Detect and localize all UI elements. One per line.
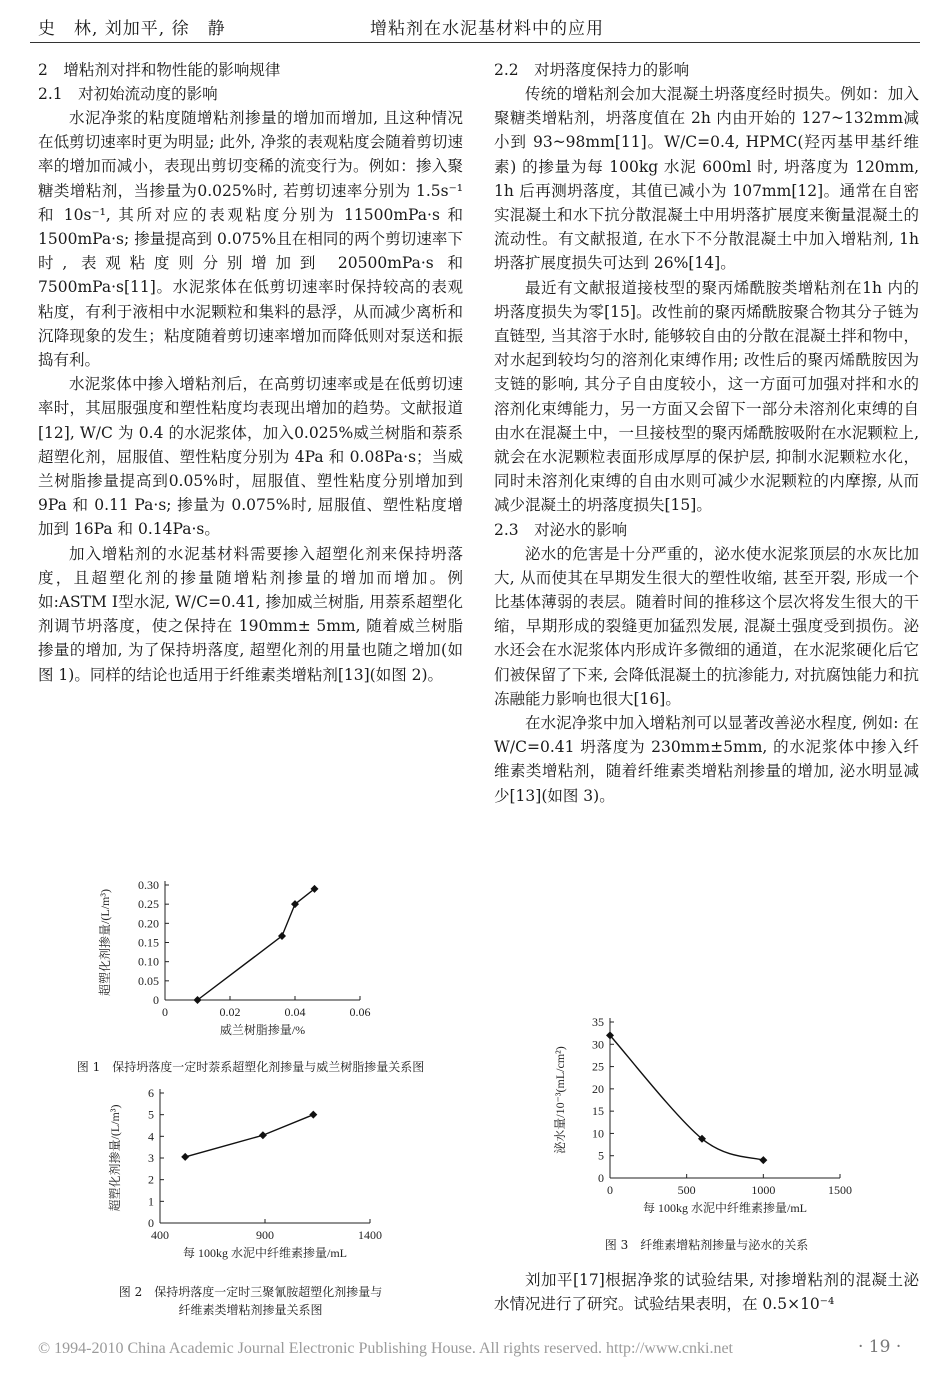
figure-2-chart	[105, 1080, 405, 1270]
y-tick-label: 2	[148, 1172, 154, 1187]
paragraph: 最近有文献报道接枝型的聚丙烯酰胺类增粘剂在1h 内的坍落度损失为零[15]。改性前的聚丙烯酰胺聚合物其分子链为直链型, 当其溶于水时, 能够较自由的分散在混凝土拌和物中，对水起到较均匀的溶剂化束缚作用; 改性后的聚丙烯酰胺因为支链的影响, 其分子自由度较小，这一方面可加强对拌和水的溶剂化束缚能力，另一方面又会留下一部分未溶剂化束缚的自由水在混凝土中，一旦接枝型的聚丙烯酰胺吸附在水泥颗粒上, 就会在水泥颗粒表面形成厚厚的保护层, 抑制水泥颗粒水化，同时未溶剂化束缚的自由水则可减少水泥颗粒的内摩擦, 从而减少混凝土的坍落度损失[15]。	[494, 278, 919, 515]
header-authors: 史 林, 刘加平, 徐 静	[38, 19, 226, 39]
y-tick-label: 25	[592, 1059, 604, 1074]
left-column	[38, 58, 463, 687]
data-point	[181, 1153, 189, 1161]
data-point	[259, 1131, 267, 1139]
paragraph: 泌水的危害是十分严重的，泌水使水泥浆顶层的水灰比加大, 从而使其在早期发生很大的塑性收缩, 甚至开裂, 形成一个比基体薄弱的表层。随着时间的推移这个层次将发生很大的干缩，早期形成的裂缝更加猛烈发展, 混凝土强度受到损伤。泌水还会在水泥浆体内形成许多微细的通道，在水泥浆硬化后它们被保留了下来, 会降低混凝土的抗渗能力, 对抗腐蚀能力和抗冻融能力影响也很大[16]。	[494, 544, 919, 708]
figure-3-caption: 图 3 纤维素增粘剂掺量与泌水的关系	[604, 1238, 809, 1252]
paragraph: 传统的增粘剂会加大混凝土坍落度经时损失。例如：加入聚糖类增粘剂，坍落度值在 2h 内由开始的 127~132mm减小到 93~98mm[11]。W/C=0.4, HPMC(羟丙基甲基纤维素) 的掺量为每 100kg 水泥 600ml 时, 坍落度为 120mm, 1h 后再测坍落度，其值已减小为 107mm[12]。通常在自密实混凝土和水下抗分散混凝土中用坍落扩展度来衡量混凝土的流动性。有文献报道, 在水下不分散混凝土中加入增粘剂, 1h 坍落扩展度损失可达到 26%[14]。	[494, 85, 919, 273]
y-tick-label: 4	[148, 1129, 154, 1144]
x-tick-label: 0.04	[284, 1005, 306, 1019]
subsection-heading: 2.2 对坍落度保持力的影响	[494, 61, 690, 79]
x-axis-label: 威兰树脂掺量/%	[219, 1023, 306, 1037]
copyright-footer: © 1994-2010 China Academic Journal Electronic Publishing House. All rights reserved. http://www.cnki.net	[38, 1340, 733, 1357]
x-tick-label: 0.02	[219, 1005, 241, 1019]
x-tick-label: 900	[256, 1228, 274, 1242]
header-title: 增粘剂在水泥基材料中的应用	[370, 19, 604, 39]
y-tick-label: 10	[592, 1126, 604, 1141]
y-tick-label: 5	[148, 1107, 154, 1122]
data-point	[309, 1111, 317, 1119]
page-number: · 19 ·	[858, 1337, 902, 1357]
subsection-heading: 2.3 对泌水的影响	[494, 520, 628, 539]
subsection-heading: 2.1 对初始流动度的影响	[38, 85, 218, 103]
y-tick-label: 5	[598, 1148, 604, 1163]
x-tick-label: 1400	[358, 1228, 382, 1242]
x-tick-label: 0.06	[349, 1005, 371, 1019]
series-line	[185, 1115, 313, 1157]
y-tick-label: 0	[598, 1171, 604, 1185]
x-tick-label: 400	[151, 1228, 169, 1242]
paragraph: 刘加平[17]根据净浆的试验结果, 对掺增粘剂的混凝土泌水情况进行了研究。试验结果表明，在 0.5×10⁻⁴	[494, 1271, 919, 1314]
y-axis-label: 泌水量/10⁻³(mL/cm²)	[553, 1046, 567, 1154]
y-axis-label: 超塑化剂掺量/(L/m³)	[98, 889, 112, 996]
y-tick-label: 1	[148, 1194, 154, 1209]
figure-1-caption: 图 1 保持坍落度一定时萘系超塑化剂掺量与威兰树脂掺量关系图	[76, 1060, 425, 1074]
x-tick-label: 0	[162, 1005, 168, 1019]
data-point	[759, 1156, 767, 1164]
y-tick-label: 6	[148, 1086, 154, 1100]
paragraph: 在水泥净浆中加入增粘剂可以显著改善泌水程度, 例如: 在 W/C=0.41 坍落度为 230mm±5mm, 的水泥浆体中掺入纤维素类增粘剂，随着纤维素类增粘剂掺量的增加, 泌水明显减少[13](如图 3)。	[494, 714, 919, 805]
paragraph: 水泥净浆的粘度随增粘剂掺量的增加而增加, 且这种情况在低剪切速率时更为明显; 此外, 净浆的表观粘度会随着剪切速率的增加而减小，表现出剪切变稀的流变行为。例如：掺入聚糖类增粘剂，当掺量为0.025%时, 若剪切速率分别为 1.5s⁻¹ 和 10s⁻¹, 其所对应的表观粘度分别为 11500mPa·s 和 1500mPa·s; 掺量提高到 0.075%且在相同的两个剪切速率下时, 表观粘度则分别增加到 20500mPa·s 和 7500mPa·s[11]。水泥浆体在低剪切速率时保持较高的表观粘度，有利于液相中水泥颗粒和集料的悬浮，从而减少离析和沉降现象的发生；粘度随着剪切速率增加而降低则对泵送和振捣有利。	[38, 109, 463, 370]
y-tick-label: 0	[153, 993, 159, 1007]
figure-1-chart	[95, 870, 395, 1055]
paragraph: 水泥浆体中掺入增粘剂后，在高剪切速率或是在低剪切速率时，其屈服强度和塑性粘度均表现出增加的趋势。文献报道 [12], W/C 为 0.4 的水泥浆体，加入0.025%威兰树脂和萘系超塑化剂，屈服值、塑性粘度分别为 4Pa 和 0.08Pa·s；当威兰树脂掺量提高到0.05%时，屈服值、塑性粘度分别增加到 9Pa 和 0.11 Pa·s; 掺量为 0.075%时, 屈服值、塑性粘度增加到 16Pa 和 0.14Pa·s。	[38, 375, 463, 539]
series-line	[610, 1035, 763, 1160]
x-axis-label: 每 100kg 水泥中纤维素掺量/mL	[183, 1246, 347, 1260]
y-tick-label: 0.25	[138, 897, 159, 912]
y-tick-label: 0.05	[138, 973, 159, 988]
paragraph: 加入增粘剂的水泥基材料需要掺入超塑化剂来保持坍落度，且超塑化剂的掺量随增粘剂掺量的增加而增加。例如:ASTM Ⅰ型水泥, W/C=0.41, 掺加威兰树脂, 用萘系超塑化剂调节坍落度，使之保持在 190mm± 5mm, 随着威兰树脂掺量的增加, 为了保持坍落度, 超塑化剂的用量也随之增加(如图 1)。同样的结论也适用于纤维素类增粘剂[13](如图 2)。	[38, 544, 463, 684]
x-tick-label: 500	[677, 1183, 696, 1197]
y-tick-label: 0.10	[138, 954, 159, 969]
running-header	[30, 8, 920, 43]
y-tick-label: 0.20	[138, 916, 159, 931]
section-heading: 2 增粘剂对拌和物性能的影响规律	[38, 61, 281, 79]
x-axis-label: 每 100kg 水泥中纤维素掺量/mL	[643, 1201, 807, 1215]
figure-3-chart	[550, 1010, 860, 1225]
figure-2-caption-line-2: 纤维素类增粘剂掺量关系图	[178, 1303, 323, 1317]
y-tick-label: 0	[148, 1216, 154, 1230]
y-tick-label: 0.30	[138, 878, 159, 892]
y-tick-label: 3	[148, 1151, 154, 1165]
y-tick-label: 0.15	[138, 935, 159, 950]
y-tick-label: 30	[592, 1037, 604, 1052]
right-column	[494, 58, 919, 808]
y-tick-label: 20	[592, 1081, 604, 1096]
y-tick-label: 15	[592, 1104, 604, 1119]
figure-2-caption-line-1: 图 2 保持坍落度一定时三聚氰胺超塑化剂掺量与	[118, 1285, 383, 1299]
x-tick-label: 1000	[751, 1183, 776, 1197]
x-tick-label: 1500	[828, 1183, 852, 1197]
x-tick-label: 0	[607, 1183, 613, 1197]
y-tick-label: 35	[592, 1015, 604, 1029]
y-axis-label: 超塑化剂掺量/(L/m³)	[108, 1104, 122, 1212]
